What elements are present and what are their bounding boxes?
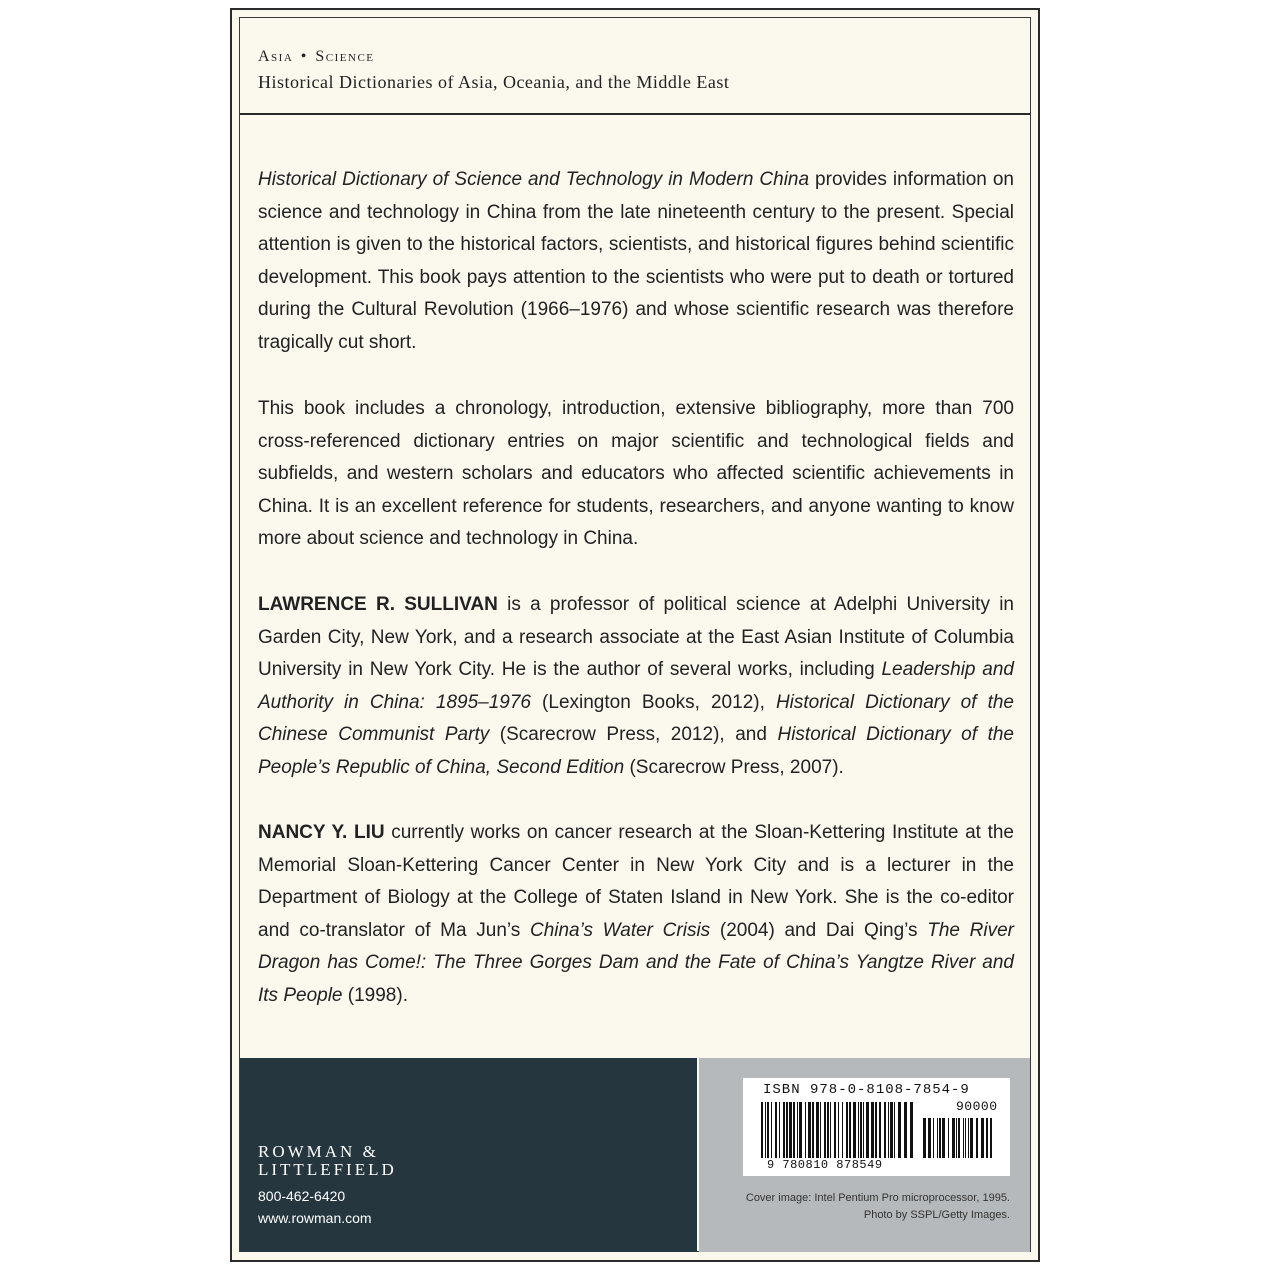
price-code: 90000	[956, 1099, 998, 1114]
barcode-bar	[898, 1102, 901, 1158]
barcode-bar	[937, 1118, 938, 1158]
author-name: LAWRENCE R. SULLIVAN	[258, 594, 498, 615]
barcode-bar	[939, 1118, 941, 1158]
barcode-panel	[699, 1058, 1030, 1252]
barcode-bar	[965, 1118, 966, 1158]
barcode-bar	[894, 1102, 895, 1158]
summary-text: provides information on science and technology in China from the late nineteenth century to the present. Special attention is given to the historical factors, scientists, and historical figures behind scientific development. This book pays attention to the scientists who were put to death or tortured during the Cultural Revolution (1966–1976) and whose scientific research was therefore tragically cut short.	[258, 169, 1014, 353]
barcode-bar	[879, 1102, 881, 1158]
bio-text: is a professor of political science at Adelphi University in Garden City, New York, and a research associate at the East Asian Institute of Columbia University in New York City. He is the author of several works, including	[258, 594, 1014, 681]
barcode-bar	[820, 1102, 821, 1158]
author-name: NANCY Y. LIU	[258, 822, 385, 843]
work-title: Leadership and Authority in China: 1895–1976	[258, 659, 1014, 713]
book-title: Historical Dictionary of Science and Technology in Modern China	[258, 169, 810, 190]
contents-paragraph: This book includes a chronology, introduction, extensive bibliography, more than 700 cross-referenced dictionary entries on major scientific and technological fields and subfields, and western scholars and educators who affected scientific achievements in China. It is an excellent reference for students, researchers, and anyone wanting to know more about science and technology in China.	[258, 398, 1014, 550]
barcode-bar	[963, 1118, 964, 1158]
barcode-bar	[933, 1118, 934, 1158]
barcode-bar	[797, 1102, 798, 1158]
bio-text: currently works on cancer research at the Sloan-Kettering Institute at the Memorial Sloan-Kettering Cancer Center in New York City and is a lecturer in the Department of Biology at the College of Staten Island in New York. She is the co-editor and co-translator of Ma Jun’s	[258, 822, 1014, 941]
summary-paragraph	[258, 164, 1014, 360]
work-title: China’s Water Crisis	[529, 919, 711, 941]
subject-kicker	[258, 48, 375, 66]
bio-text: (Scarecrow Press, 2007).	[624, 756, 844, 778]
bio-text: (1998).	[342, 984, 408, 1006]
work-title: The River Dragon has Come!: The Three Gorges Dam and the Fate of China’s Yangtze River and Its People	[258, 919, 1015, 1006]
barcode-bar	[976, 1118, 978, 1158]
cover-credit-line2: Photo by SSPL/Getty Images.	[863, 1209, 1010, 1221]
barcode-bar	[846, 1102, 848, 1158]
barcode-bar	[812, 1102, 814, 1158]
barcode-bar	[779, 1102, 780, 1158]
barcode-bar	[816, 1102, 819, 1158]
barcode-bar	[786, 1102, 788, 1158]
barcode-bar	[968, 1118, 969, 1158]
barcode-bar	[952, 1118, 955, 1158]
isbn-text: ISBN 978-0-8108-7854-9	[763, 1082, 970, 1098]
barcode-bar	[775, 1102, 777, 1158]
barcode-bar	[793, 1102, 795, 1158]
barcode-bar	[990, 1118, 992, 1158]
bio-text: (Scarecrow Press, 2012), and	[489, 724, 778, 746]
barcode-bar	[799, 1102, 802, 1158]
barcode-bar	[958, 1118, 960, 1158]
addon-barcode-bars	[923, 1118, 993, 1158]
barcode-bar	[884, 1102, 886, 1158]
publisher-logo-line2: LITTLEFIELD	[258, 1160, 397, 1179]
bullet-icon: •	[300, 48, 308, 65]
barcode-bar	[824, 1102, 826, 1158]
barcode-bar	[948, 1118, 949, 1158]
barcode-bar	[858, 1102, 859, 1158]
barcode-bar	[761, 1102, 763, 1158]
barcode-bar	[808, 1102, 811, 1158]
barcode-bar	[871, 1102, 874, 1158]
barcode-bar	[942, 1118, 945, 1158]
bio-text: (2004) and Dai Qing’s	[710, 919, 928, 941]
barcode-bar	[771, 1102, 772, 1158]
barcode-bar	[910, 1102, 913, 1158]
barcode-bar	[805, 1102, 806, 1158]
barcode-bar	[853, 1102, 856, 1158]
barcode-bar	[789, 1102, 792, 1158]
barcode-bar	[860, 1102, 862, 1158]
subject-science: Science	[315, 48, 375, 65]
barcode-bar	[923, 1118, 926, 1158]
barcode-bar	[970, 1118, 973, 1158]
bio-text: (Lexington Books, 2012),	[530, 691, 776, 713]
series-title: Historical Dictionaries of Asia, Oceania, and the Middle East	[258, 72, 730, 92]
ean-barcode-bars	[761, 1102, 913, 1158]
publisher-phone: 800-462-6420	[258, 1188, 346, 1204]
publisher-panel	[240, 1058, 697, 1252]
subject-asia: Asia	[258, 48, 294, 65]
barcode-bar	[783, 1102, 785, 1158]
author-bio-liu	[258, 817, 1014, 1013]
barcode-bar	[834, 1102, 836, 1158]
barcode-bar	[863, 1102, 864, 1158]
barcode-bar	[904, 1102, 907, 1158]
barcode-bar	[888, 1102, 889, 1158]
barcode-bar	[765, 1102, 766, 1158]
work-title: Historical Dictionary of the People’s Republic of China, Second Edition	[258, 724, 1014, 778]
cover-header	[240, 18, 1030, 115]
barcode-digits: 9 780810 878549	[767, 1158, 883, 1172]
publisher-website: www.rowman.com	[258, 1210, 372, 1226]
work-title: Historical Dictionary of the Chinese Communist Party	[258, 691, 1014, 746]
barcode-bar	[838, 1102, 839, 1158]
barcode-bar	[875, 1102, 877, 1158]
barcode-bar	[842, 1102, 843, 1158]
barcode-bar	[981, 1118, 984, 1158]
barcode-bar	[986, 1118, 988, 1158]
barcode-bar	[849, 1102, 851, 1158]
barcode-bar	[956, 1118, 957, 1158]
isbn-barcode	[743, 1078, 1010, 1176]
barcode-bar	[827, 1102, 829, 1158]
publisher-logo-line1: ROWMAN &	[258, 1142, 379, 1161]
barcode-bar	[830, 1102, 831, 1158]
author-bio-sullivan	[258, 589, 1014, 785]
barcode-bar	[767, 1102, 769, 1158]
cover-credit-line1: Cover image: Intel Pentium Pro microprocessor, 1995.	[745, 1192, 1010, 1204]
barcode-bar	[890, 1102, 893, 1158]
barcode-bar	[866, 1102, 869, 1158]
barcode-bar	[928, 1118, 931, 1158]
